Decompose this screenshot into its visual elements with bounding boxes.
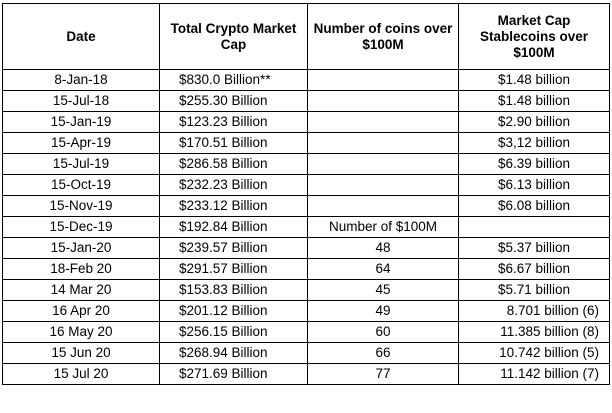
cell-date: 15 Jun 20 (3, 343, 160, 364)
cell-total-cap: $268.94 Billion (160, 343, 308, 364)
cell-date: 15-Apr-19 (3, 133, 160, 154)
table-row (3, 280, 610, 301)
cell-date: 16 Apr 20 (3, 301, 160, 322)
cell-coin-count (308, 70, 459, 91)
cell-stablecoin-cap: $1.48 billion (459, 70, 610, 91)
cell-total-cap: $232.23 Billion (160, 175, 308, 196)
cell-stablecoin-cap: $2.90 billion (459, 112, 610, 133)
cell-total-cap: $153.83 Billion (160, 280, 308, 301)
cell-total-cap: $271.69 Billion (160, 364, 308, 385)
cell-stablecoin-cap: $1.48 billion (459, 91, 610, 112)
cell-coin-count (308, 154, 459, 175)
table-row (3, 364, 610, 385)
cell-date: 15-Jan-20 (3, 238, 160, 259)
cell-coin-count: 48 (308, 238, 459, 259)
crypto-market-table (2, 3, 610, 385)
cell-date: 15-Dec-19 (3, 217, 160, 238)
cell-total-cap: $256.15 Billion (160, 322, 308, 343)
cell-stablecoin-cap: 11.142 billion (7) (459, 364, 610, 385)
cell-coin-count: 60 (308, 322, 459, 343)
cell-date: 14 Mar 20 (3, 280, 160, 301)
table-row (3, 217, 610, 238)
header-number-of-coins: Number of coins over $100M (308, 4, 459, 70)
table-row (3, 238, 610, 259)
cell-stablecoin-cap: 10.742 billion (5) (459, 343, 610, 364)
cell-total-cap: $255.30 Billion (160, 91, 308, 112)
cell-stablecoin-cap: $6.08 billion (459, 196, 610, 217)
cell-coin-count (308, 196, 459, 217)
cell-coin-count (308, 175, 459, 196)
table-row (3, 112, 610, 133)
table-row (3, 196, 610, 217)
cell-stablecoin-cap: 8.701 billion (6) (459, 301, 610, 322)
header-date: Date (3, 4, 160, 70)
table-header (3, 4, 610, 70)
cell-coin-count: 77 (308, 364, 459, 385)
cell-coin-count: Number of $100M (308, 217, 459, 238)
cell-stablecoin-cap: $5.37 billion (459, 238, 610, 259)
cell-coin-count: 49 (308, 301, 459, 322)
cell-total-cap: $123.23 Billion (160, 112, 308, 133)
table-row (3, 91, 610, 112)
cell-date: 15-Oct-19 (3, 175, 160, 196)
cell-stablecoin-cap: $5.71 billion (459, 280, 610, 301)
table-row (3, 133, 610, 154)
cell-date: 16 May 20 (3, 322, 160, 343)
cell-stablecoin-cap: $6.67 billion (459, 259, 610, 280)
cell-stablecoin-cap: 11.385 billion (8) (459, 322, 610, 343)
cell-coin-count: 45 (308, 280, 459, 301)
cell-total-cap: $201.12 Billion (160, 301, 308, 322)
header-stablecoin-market-cap: Market Cap Stablecoins over $100M (459, 4, 610, 70)
cell-total-cap: $192.84 Billion (160, 217, 308, 238)
table-row (3, 322, 610, 343)
cell-coin-count (308, 133, 459, 154)
table-body (3, 70, 610, 385)
cell-date: 18-Feb 20 (3, 259, 160, 280)
cell-total-cap: $170.51 Billion (160, 133, 308, 154)
header-total-crypto-market-cap: Total Crypto Market Cap (160, 4, 308, 70)
table-row (3, 259, 610, 280)
cell-total-cap: $291.57 Billion (160, 259, 308, 280)
table-row (3, 343, 610, 364)
crypto-market-table-container (2, 3, 610, 385)
cell-stablecoin-cap: $3,12 billion (459, 133, 610, 154)
cell-coin-count: 64 (308, 259, 459, 280)
table-row (3, 175, 610, 196)
cell-date: 15-Jul-19 (3, 154, 160, 175)
cell-date: 15-Nov-19 (3, 196, 160, 217)
cell-stablecoin-cap: $6.13 billion (459, 175, 610, 196)
cell-date: 15 Jul 20 (3, 364, 160, 385)
cell-total-cap: $830.0 Billion** (160, 70, 308, 91)
table-row (3, 301, 610, 322)
cell-coin-count (308, 91, 459, 112)
header-row (3, 4, 610, 70)
cell-stablecoin-cap: $6.39 billion (459, 154, 610, 175)
cell-total-cap: $239.57 Billion (160, 238, 308, 259)
cell-date: 15-Jul-18 (3, 91, 160, 112)
cell-total-cap: $233.12 Billion (160, 196, 308, 217)
cell-date: 8-Jan-18 (3, 70, 160, 91)
table-row (3, 70, 610, 91)
cell-coin-count (308, 112, 459, 133)
cell-stablecoin-cap (459, 217, 610, 238)
cell-coin-count: 66 (308, 343, 459, 364)
table-row (3, 154, 610, 175)
cell-date: 15-Jan-19 (3, 112, 160, 133)
cell-total-cap: $286.58 Billion (160, 154, 308, 175)
